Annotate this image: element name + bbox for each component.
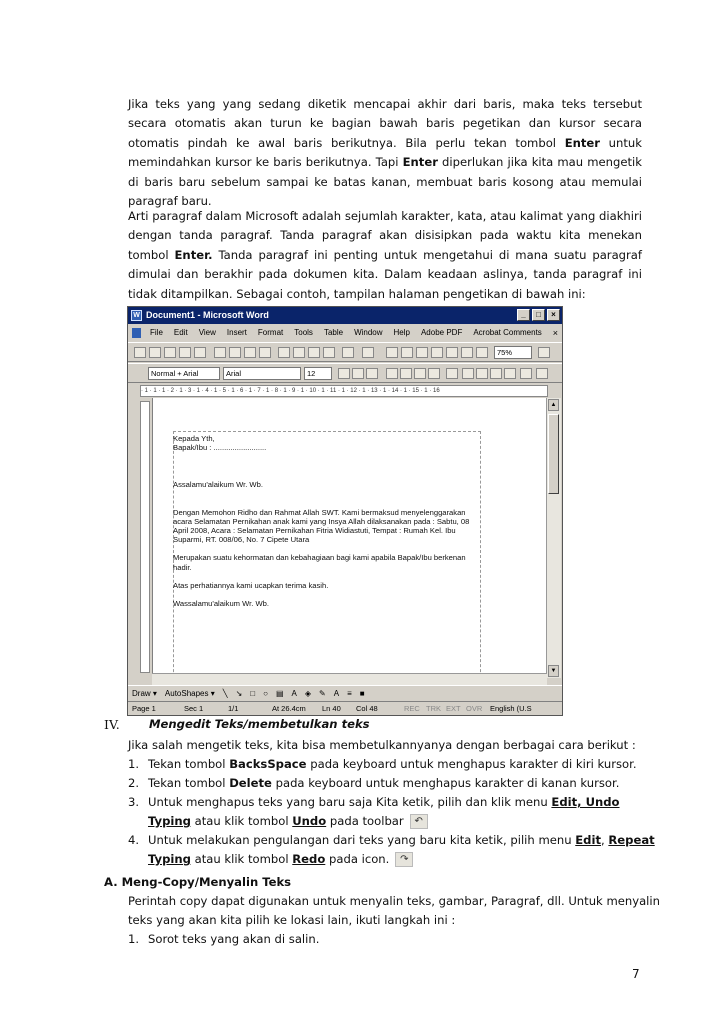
font-size-select[interactable]: 12: [304, 367, 332, 380]
list-item: [148, 795, 620, 809]
status-at: At 26.4cm: [272, 704, 306, 713]
paragraph-line-wrap: [128, 95, 642, 211]
window-title: Document1 - Microsoft Word: [146, 310, 269, 320]
wordart-icon[interactable]: A: [291, 689, 297, 698]
page-number: 7: [632, 967, 640, 981]
list-item: Sorot teks yang akan di salin.: [148, 932, 320, 946]
menu-edit[interactable]: Edit: [173, 328, 188, 337]
section-intro: Jika salah mengetik teks, kita bisa membetulkannyanya dengan berbagai cara berikut :: [128, 738, 636, 752]
status-line: Ln 40: [322, 704, 341, 713]
item-text: Tekan tombol: [148, 757, 230, 771]
scroll-down-icon[interactable]: ▼: [548, 665, 559, 677]
autoshapes-menu[interactable]: AutoShapes ▾: [164, 689, 215, 698]
textbox-icon[interactable]: ▤: [275, 689, 284, 698]
paste-icon[interactable]: [308, 347, 320, 358]
document-page[interactable]: [152, 398, 549, 678]
document-icon: [132, 328, 141, 338]
word-screenshot: [127, 306, 563, 716]
title-bar: [128, 307, 562, 324]
line-icon[interactable]: ╲: [222, 689, 228, 698]
redo-toolbar-icon[interactable]: [362, 347, 374, 358]
letter-line: Kepada Yth,: [173, 434, 215, 443]
enter-keyword: Enter: [564, 135, 600, 150]
letter-line: Atas perhatiannya kami ucapkan terima kasih.: [173, 580, 329, 590]
button-reference: Undo: [292, 814, 327, 828]
section-title: Mengedit Teks/membetulkan teks: [149, 717, 370, 731]
undo-icon: ↶: [410, 814, 428, 829]
key-name: Delete: [229, 776, 272, 790]
close-button[interactable]: ×: [547, 309, 560, 321]
list-item: [148, 776, 619, 790]
status-section: Sec 1: [184, 704, 204, 713]
arrow-icon[interactable]: ↘: [235, 689, 243, 698]
scroll-thumb[interactable]: [548, 414, 559, 494]
menu-format[interactable]: Format: [257, 328, 284, 337]
p1-text-1: Jika teks yang yang sedang diketik mencapai akhir dari baris, maka teks tersebut secara otomatis akan turun ke bagian bawah baris pegetikan dan kursor secara otomatis pindah ke awal baris berikutnya. Bila perlu tekan tombol: [128, 97, 642, 150]
vertical-ruler[interactable]: [140, 401, 150, 673]
menu-reference: Typing: [148, 814, 191, 828]
subsection-line: Perintah copy dapat digunakan untuk menyalin teks, gambar, Paragraf, dll. Untuk menyalin: [128, 894, 660, 908]
menu-window[interactable]: Window: [354, 328, 383, 337]
underline-icon[interactable]: [366, 368, 378, 379]
document-close-icon[interactable]: ×: [552, 328, 558, 338]
status-bar: [128, 701, 562, 716]
font-color-icon[interactable]: [536, 368, 548, 379]
spelling-icon[interactable]: [244, 347, 256, 358]
redo-icon: ↷: [395, 852, 413, 867]
font-select[interactable]: Arial: [223, 367, 301, 380]
menu-insert[interactable]: Insert: [226, 328, 247, 337]
line-spacing-icon[interactable]: [446, 368, 458, 379]
status-ext[interactable]: EXT: [446, 704, 461, 713]
letter-line: Assalamu'alaikum Wr. Wb.: [173, 480, 263, 490]
print-preview-icon[interactable]: [229, 347, 241, 358]
p2-text-2: Tanda paragraf ini penting untuk mengetahui di mana suatu paragraf dimulai dan berakhir pada dokumen kita. Dalam keadaan aslinya, tanda paragraf ini tidak ditampilkan. Sebagai contoh, tampilan halaman pengetikan di bawah ini:: [128, 247, 642, 301]
formatting-toolbar: [128, 363, 562, 383]
status-column: Col 48: [356, 704, 378, 713]
status-language: English (U.S: [490, 704, 532, 713]
letter-line: Wassalamu'alaikum Wr. Wb.: [173, 599, 269, 609]
cut-icon[interactable]: [278, 347, 290, 358]
status-page: Page 1: [132, 704, 156, 713]
p2-text-1: Arti paragraf dalam Microsoft adalah sejumlah karakter, kata, atau kalimat yang diakhiri dengan tanda paragraf. Tanda paragraf akan disisipkan pada waktu kita menekan tombol: [128, 209, 642, 262]
item-text: atau klik tombol: [190, 852, 293, 866]
menu-reference: Edit: [575, 833, 601, 847]
tables-borders-icon[interactable]: [401, 347, 413, 358]
columns-icon[interactable]: [431, 347, 443, 358]
menu-table[interactable]: Table: [323, 328, 344, 337]
draw-font-color-icon[interactable]: A: [333, 689, 340, 698]
style-select[interactable]: Normal + Arial: [148, 367, 220, 380]
shadow-icon[interactable]: ■: [359, 689, 365, 698]
increase-indent-icon[interactable]: [504, 368, 516, 379]
align-center-icon[interactable]: [400, 368, 412, 379]
list-item: [148, 757, 637, 771]
letter-line: Dengan Memohon Ridho dan Rahmat Allah SWT. Kami bermaksud menyelenggarakan acara Selamatan Pernikahan anak kami yang Insya Allah dilaksanakan pada : Sabtu, 08 April 2008, Acara : Selamatan Pernikahan Fitria Widiastuti, Tempat : Rumah Kel. Ibu Suparmi, RT. 008/06, No. 7 Cipete Utara: [173, 507, 470, 545]
menu-file[interactable]: File: [150, 328, 163, 337]
item-text: atau klik tombol: [190, 814, 293, 828]
line-color-icon[interactable]: ✎: [319, 689, 326, 698]
item-text: pada toolbar: [326, 814, 404, 828]
item-number: 3.: [128, 795, 140, 809]
draw-menu[interactable]: Draw ▾: [132, 689, 157, 698]
menu-reference: Typing: [148, 852, 191, 866]
new-icon[interactable]: [134, 347, 146, 358]
item-number: 2.: [128, 776, 140, 790]
status-ovr[interactable]: OVR: [466, 704, 483, 713]
show-hide-paragraph-icon[interactable]: [476, 347, 488, 358]
oval-icon[interactable]: ○: [263, 689, 268, 698]
menu-tools[interactable]: Tools: [294, 328, 313, 337]
research-icon[interactable]: [259, 347, 271, 358]
list-item-cont: [148, 852, 413, 867]
window-controls: [515, 309, 560, 321]
list-item: [148, 833, 655, 847]
help-icon[interactable]: [538, 347, 550, 358]
section-number: IV.: [104, 717, 120, 732]
menu-reference: Edit, Undo: [551, 795, 620, 809]
p1-text-3: diperlukan jika kita mau mengetik di baris baru sebelum sampai ke batas kanan, membuat baris kosong atau memulai paragraf baru.: [128, 155, 642, 209]
hyperlink-icon[interactable]: [386, 347, 398, 358]
copy-icon[interactable]: [293, 347, 305, 358]
insert-table-icon[interactable]: [416, 347, 428, 358]
permission-icon[interactable]: [179, 347, 191, 358]
bullets-icon[interactable]: [476, 368, 488, 379]
letter-line: Bapak/Ibu : .........................: [173, 443, 267, 453]
enter-keyword-2: Enter: [402, 155, 438, 170]
rectangle-icon[interactable]: □: [250, 689, 256, 698]
align-left-icon[interactable]: [386, 368, 398, 379]
subsection-title: A. Meng-Copy/Menyalin Teks: [104, 875, 292, 889]
menu-view[interactable]: View: [198, 328, 216, 337]
vertical-scrollbar[interactable]: [546, 398, 561, 678]
numbering-icon[interactable]: [462, 368, 474, 379]
status-trk[interactable]: TRK: [426, 704, 441, 713]
p1-text-2: untuk memindahkan kursor ke baris berikutnya. Tapi: [128, 135, 642, 170]
status-position: 1/1: [228, 704, 239, 713]
document-map-icon[interactable]: [461, 347, 473, 358]
menu-reference: Repeat: [608, 833, 655, 847]
horizontal-ruler[interactable]: · 1 · 1 · 1 · 2 · 1 · 3 · 1 · 4 · 1 · 5 · 1 · 6 · 1 · 7 · 1 · 8 · 1 · 9 · 1 · 10 · 1 · 11 · 1 · 12 · 1 · 13 · 1 · 14 · 1 · 15 · 1 · 16: [140, 385, 548, 397]
word-app-icon: W: [131, 310, 142, 321]
item-text: Tekan tombol: [148, 776, 230, 790]
item-text: ,: [601, 833, 609, 847]
undo-toolbar-icon[interactable]: [342, 347, 354, 358]
format-painter-icon[interactable]: [323, 347, 335, 358]
item-text: Untuk menghapus teks yang baru saja Kita ketik, pilih dan klik menu: [148, 795, 552, 809]
menu-adobe-pdf[interactable]: Adobe PDF: [420, 328, 463, 337]
enter-keyword-3: Enter.: [174, 247, 213, 262]
save-icon[interactable]: [164, 347, 176, 358]
highlight-icon[interactable]: [520, 368, 532, 379]
scroll-up-icon[interactable]: ▲: [548, 399, 559, 411]
key-name: BacksSpace: [229, 757, 307, 771]
letter-line: Merupakan suatu kehormatan dan kebahagiaan bagi kami apabila Bapak/Ibu berkenan hadir.: [173, 553, 466, 572]
item-number: 4.: [128, 833, 140, 847]
zoom-select[interactable]: 75%: [494, 346, 532, 359]
decrease-indent-icon[interactable]: [490, 368, 502, 379]
minimize-button[interactable]: _: [517, 309, 530, 321]
button-reference: Redo: [292, 852, 326, 866]
paragraph-definition: [128, 207, 642, 304]
justify-icon[interactable]: [428, 368, 440, 379]
letter-text: [173, 434, 473, 617]
italic-icon[interactable]: [352, 368, 364, 379]
drawing-toolbar: [128, 685, 562, 702]
fill-color-icon[interactable]: ◈: [304, 689, 312, 698]
item-number: 1.: [128, 757, 140, 771]
item-number: 1.: [128, 932, 140, 946]
open-icon[interactable]: [149, 347, 161, 358]
menu-bar: [128, 325, 562, 341]
item-text: pada keyboard untuk menghapus karakter di kanan kursor.: [271, 776, 620, 790]
menu-acrobat-comments[interactable]: Acrobat Comments: [473, 328, 542, 337]
list-item-cont: [148, 814, 428, 829]
status-rec[interactable]: REC: [404, 704, 420, 713]
menu-help[interactable]: Help: [393, 328, 410, 337]
item-text: pada keyboard untuk menghapus karakter di kiri kursor.: [306, 757, 637, 771]
subsection-line: teks yang akan kita pilih ke lokasi lain, ikuti langkah ini :: [128, 913, 456, 927]
item-text: pada icon.: [325, 852, 390, 866]
drawing-icon[interactable]: [446, 347, 458, 358]
align-right-icon[interactable]: [414, 368, 426, 379]
email-icon[interactable]: [194, 347, 206, 358]
print-icon[interactable]: [214, 347, 226, 358]
item-text: Untuk melakukan pengulangan dari teks yang baru kita ketik, pilih menu: [148, 833, 576, 847]
standard-toolbar: [128, 342, 562, 362]
line-style-icon[interactable]: ≡: [347, 689, 352, 698]
maximize-button[interactable]: □: [532, 309, 545, 321]
bold-icon[interactable]: [338, 368, 350, 379]
